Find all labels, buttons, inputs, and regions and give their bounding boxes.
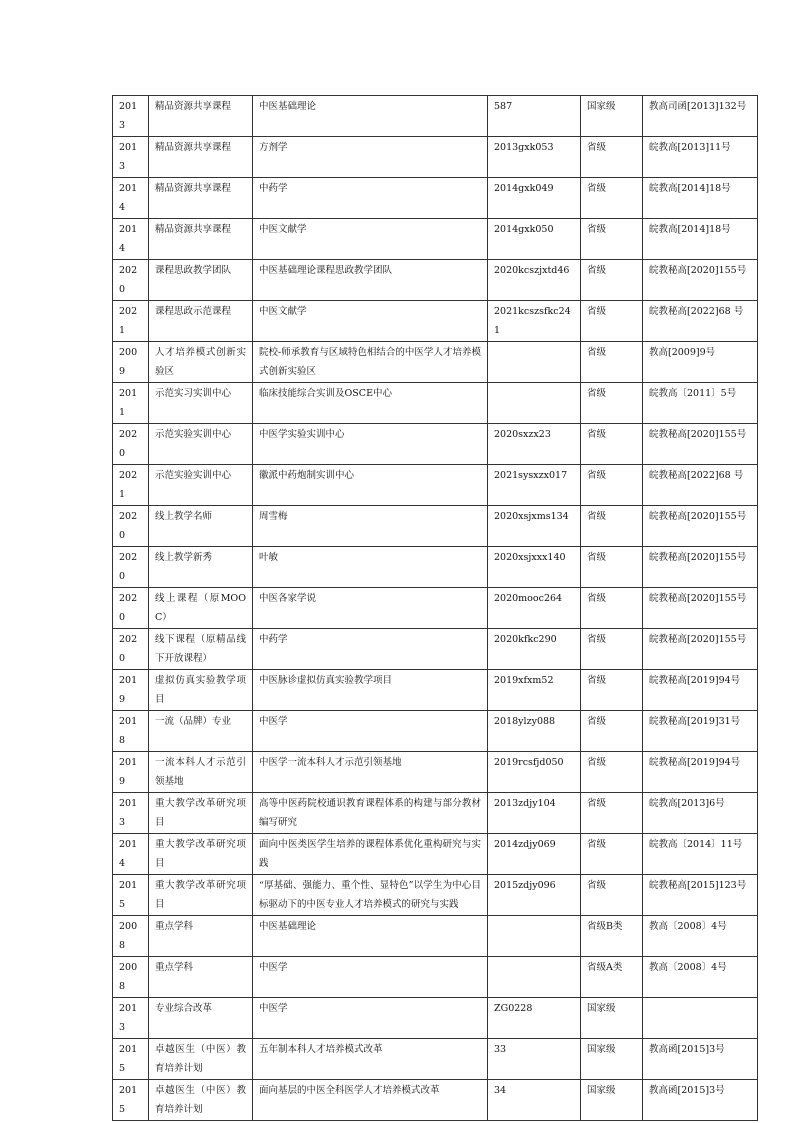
level-cell: 省级 (581, 752, 643, 793)
project-code-cell: 2021kcszsfkc241 (488, 301, 581, 342)
project-name-cell: 高等中医药院校通识教育课程体系的构建与部分教材编写研究 (253, 793, 488, 834)
table-row (113, 383, 758, 424)
year-cell: 2008 (113, 916, 149, 957)
document-number-cell: 皖教秘高[2019]31号 (643, 711, 758, 752)
category-cell: 课程思政教学团队 (149, 260, 253, 301)
document-number-cell: 教高司函[2013]132号 (643, 96, 758, 137)
category-cell: 精品资源共享课程 (149, 178, 253, 219)
project-code-cell: 2020kcszjxtd46 (488, 260, 581, 301)
project-name-cell: 五年制本科人才培养模式改革 (253, 1039, 488, 1080)
level-cell: 省级 (581, 383, 643, 424)
project-code-cell (488, 342, 581, 383)
table-row (113, 547, 758, 588)
level-cell: 省级 (581, 711, 643, 752)
category-cell: 精品资源共享课程 (149, 219, 253, 260)
year-cell: 2015 (113, 1080, 149, 1121)
project-code-cell: 587 (488, 96, 581, 137)
project-code-cell: 2018ylzy088 (488, 711, 581, 752)
project-name-cell: 徽派中药炮制实训中心 (253, 465, 488, 506)
document-number-cell: 皖教秘高[2020]155号 (643, 260, 758, 301)
category-cell: 专业综合改革 (149, 998, 253, 1039)
year-cell: 2009 (113, 342, 149, 383)
project-code-cell: ZG0228 (488, 998, 581, 1039)
document-number-cell: 皖教秘高[2015]123号 (643, 875, 758, 916)
level-cell: 省级 (581, 260, 643, 301)
category-cell: 精品资源共享课程 (149, 96, 253, 137)
document-number-cell: 教高[2009]9号 (643, 342, 758, 383)
document-number-cell: 皖教秘高[2019]94号 (643, 670, 758, 711)
level-cell: 省级 (581, 465, 643, 506)
records-table-body (113, 96, 758, 1121)
project-name-cell: 中医各家学说 (253, 588, 488, 629)
category-cell: 线上课程（原MOOC） (149, 588, 253, 629)
project-name-cell: 中医学 (253, 998, 488, 1039)
project-code-cell: 34 (488, 1080, 581, 1121)
project-code-cell: 2019xfxm52 (488, 670, 581, 711)
project-name-cell: 中医学 (253, 957, 488, 998)
document-number-cell: 教高函[2015]3号 (643, 1039, 758, 1080)
project-name-cell: 方剂学 (253, 137, 488, 178)
project-name-cell: 中医基础理论 (253, 916, 488, 957)
document-number-cell: 皖教秘高[2022]68 号 (643, 301, 758, 342)
project-name-cell: 中医文献学 (253, 219, 488, 260)
table-row (113, 916, 758, 957)
project-name-cell: 中医脉诊虚拟仿真实验教学项目 (253, 670, 488, 711)
year-cell: 2020 (113, 547, 149, 588)
project-code-cell: 2021sysxzx017 (488, 465, 581, 506)
table-row (113, 1080, 758, 1121)
project-code-cell: 2019rcsfjd050 (488, 752, 581, 793)
project-code-cell: 2013zdjy104 (488, 793, 581, 834)
category-cell: 重点学科 (149, 957, 253, 998)
table-row (113, 465, 758, 506)
project-code-cell: 2020sxzx23 (488, 424, 581, 465)
table-row (113, 424, 758, 465)
category-cell: 重大教学改革研究项目 (149, 875, 253, 916)
project-name-cell: 中药学 (253, 178, 488, 219)
document-number-cell: 皖教高[2014]18号 (643, 178, 758, 219)
project-name-cell: “厚基础、强能力、重个性、显特色”以学生为中心目标驱动下的中医专业人才培养模式的研究与实践 (253, 875, 488, 916)
year-cell: 2020 (113, 424, 149, 465)
project-code-cell: 2020mooc264 (488, 588, 581, 629)
project-name-cell: 周雪梅 (253, 506, 488, 547)
project-name-cell: 院校-师承教育与区域特色相结合的中医学人才培养模式创新实验区 (253, 342, 488, 383)
category-cell: 卓越医生（中医）教育培养计划 (149, 1080, 253, 1121)
table-row (113, 96, 758, 137)
document-number-cell: 皖教高[2013]11号 (643, 137, 758, 178)
document-number-cell: 皖教高〔2014〕11号 (643, 834, 758, 875)
year-cell: 2021 (113, 301, 149, 342)
year-cell: 2020 (113, 588, 149, 629)
project-name-cell: 中医学实验实训中心 (253, 424, 488, 465)
year-cell: 2015 (113, 1039, 149, 1080)
year-cell: 2020 (113, 506, 149, 547)
document-number-cell: 皖教秘高[2019]94号 (643, 752, 758, 793)
category-cell: 一流本科人才示范引领基地 (149, 752, 253, 793)
category-cell: 卓越医生（中医）教育培养计划 (149, 1039, 253, 1080)
year-cell: 2021 (113, 465, 149, 506)
project-name-cell: 中药学 (253, 629, 488, 670)
table-row (113, 711, 758, 752)
year-cell: 2018 (113, 711, 149, 752)
project-code-cell: 2015zdjy096 (488, 875, 581, 916)
document-number-cell: 皖教高[2014]18号 (643, 219, 758, 260)
year-cell: 2008 (113, 957, 149, 998)
table-row (113, 1039, 758, 1080)
table-row (113, 875, 758, 916)
category-cell: 虚拟仿真实验教学项目 (149, 670, 253, 711)
table-row (113, 260, 758, 301)
project-code-cell (488, 957, 581, 998)
project-code-cell: 2014gxk050 (488, 219, 581, 260)
table-row (113, 629, 758, 670)
level-cell: 省级 (581, 424, 643, 465)
table-row (113, 588, 758, 629)
project-code-cell (488, 383, 581, 424)
project-code-cell: 2013gxk053 (488, 137, 581, 178)
table-row (113, 670, 758, 711)
project-code-cell: 2014gxk049 (488, 178, 581, 219)
level-cell: 省级 (581, 629, 643, 670)
project-code-cell: 2020kfkc290 (488, 629, 581, 670)
project-name-cell: 叶敏 (253, 547, 488, 588)
year-cell: 2014 (113, 178, 149, 219)
project-name-cell: 中医学 (253, 711, 488, 752)
document-number-cell: 皖教高[2013]6号 (643, 793, 758, 834)
table-row (113, 793, 758, 834)
level-cell: 省级 (581, 178, 643, 219)
level-cell: 国家级 (581, 998, 643, 1039)
document-number-cell: 皖教秘高[2020]155号 (643, 424, 758, 465)
project-code-cell: 2014zdjy069 (488, 834, 581, 875)
level-cell: 国家级 (581, 1080, 643, 1121)
document-number-cell: 皖教秘高[2020]155号 (643, 588, 758, 629)
year-cell: 2013 (113, 793, 149, 834)
project-name-cell: 中医文献学 (253, 301, 488, 342)
table-row (113, 342, 758, 383)
year-cell: 2015 (113, 875, 149, 916)
project-name-cell: 中医基础理论 (253, 96, 488, 137)
year-cell: 2019 (113, 670, 149, 711)
project-name-cell: 中医学一流本科人才示范引领基地 (253, 752, 488, 793)
year-cell: 2020 (113, 629, 149, 670)
category-cell: 一流（品牌）专业 (149, 711, 253, 752)
document-number-cell: 皖教秘高[2020]155号 (643, 629, 758, 670)
project-name-cell: 临床技能综合实训及OSCE中心 (253, 383, 488, 424)
category-cell: 重大教学改革研究项目 (149, 793, 253, 834)
level-cell: 国家级 (581, 1039, 643, 1080)
year-cell: 2013 (113, 998, 149, 1039)
category-cell: 课程思政示范课程 (149, 301, 253, 342)
table-row (113, 219, 758, 260)
category-cell: 线上教学名师 (149, 506, 253, 547)
category-cell: 示范实习实训中心 (149, 383, 253, 424)
records-table (112, 95, 758, 1121)
category-cell: 重点学科 (149, 916, 253, 957)
document-number-cell: 皖教高〔2011〕5号 (643, 383, 758, 424)
table-row (113, 957, 758, 998)
level-cell: 省级 (581, 137, 643, 178)
year-cell: 2013 (113, 96, 149, 137)
table-row (113, 301, 758, 342)
level-cell: 国家级 (581, 96, 643, 137)
category-cell: 线下课程（原精品线下开放课程） (149, 629, 253, 670)
level-cell: 省级 (581, 834, 643, 875)
year-cell: 2019 (113, 752, 149, 793)
year-cell: 2014 (113, 834, 149, 875)
category-cell: 精品资源共享课程 (149, 137, 253, 178)
year-cell: 2014 (113, 219, 149, 260)
table-row (113, 752, 758, 793)
project-code-cell: 2020xsjxms134 (488, 506, 581, 547)
project-code-cell: 2020xsjxxx140 (488, 547, 581, 588)
category-cell: 人才培养模式创新实验区 (149, 342, 253, 383)
project-code-cell (488, 916, 581, 957)
document-number-cell: 皖教秘高[2020]155号 (643, 506, 758, 547)
table-row (113, 137, 758, 178)
document-number-cell: 皖教秘高[2020]155号 (643, 547, 758, 588)
level-cell: 省级A类 (581, 957, 643, 998)
project-name-cell: 面向中医类医学生培养的课程体系优化重构研究与实践 (253, 834, 488, 875)
document-number-cell (643, 998, 758, 1039)
document-number-cell: 皖教秘高[2022]68 号 (643, 465, 758, 506)
level-cell: 省级 (581, 875, 643, 916)
project-name-cell: 中医基础理论课程思政教学团队 (253, 260, 488, 301)
project-name-cell: 面向基层的中医全科医学人才培养模式改革 (253, 1080, 488, 1121)
year-cell: 2013 (113, 137, 149, 178)
project-code-cell: 33 (488, 1039, 581, 1080)
table-row (113, 998, 758, 1039)
category-cell: 重大教学改革研究项目 (149, 834, 253, 875)
document-number-cell: 教高〔2008〕4号 (643, 957, 758, 998)
category-cell: 线上教学新秀 (149, 547, 253, 588)
document-number-cell: 教高函[2015]3号 (643, 1080, 758, 1121)
year-cell: 2011 (113, 383, 149, 424)
document-number-cell: 教高〔2008〕4号 (643, 916, 758, 957)
level-cell: 省级 (581, 219, 643, 260)
level-cell: 省级 (581, 342, 643, 383)
level-cell: 省级 (581, 547, 643, 588)
level-cell: 省级 (581, 670, 643, 711)
year-cell: 2020 (113, 260, 149, 301)
table-row (113, 834, 758, 875)
level-cell: 省级 (581, 588, 643, 629)
table-row (113, 178, 758, 219)
level-cell: 省级 (581, 506, 643, 547)
level-cell: 省级 (581, 301, 643, 342)
category-cell: 示范实验实训中心 (149, 424, 253, 465)
level-cell: 省级 (581, 793, 643, 834)
table-row (113, 506, 758, 547)
category-cell: 示范实验实训中心 (149, 465, 253, 506)
level-cell: 省级B类 (581, 916, 643, 957)
